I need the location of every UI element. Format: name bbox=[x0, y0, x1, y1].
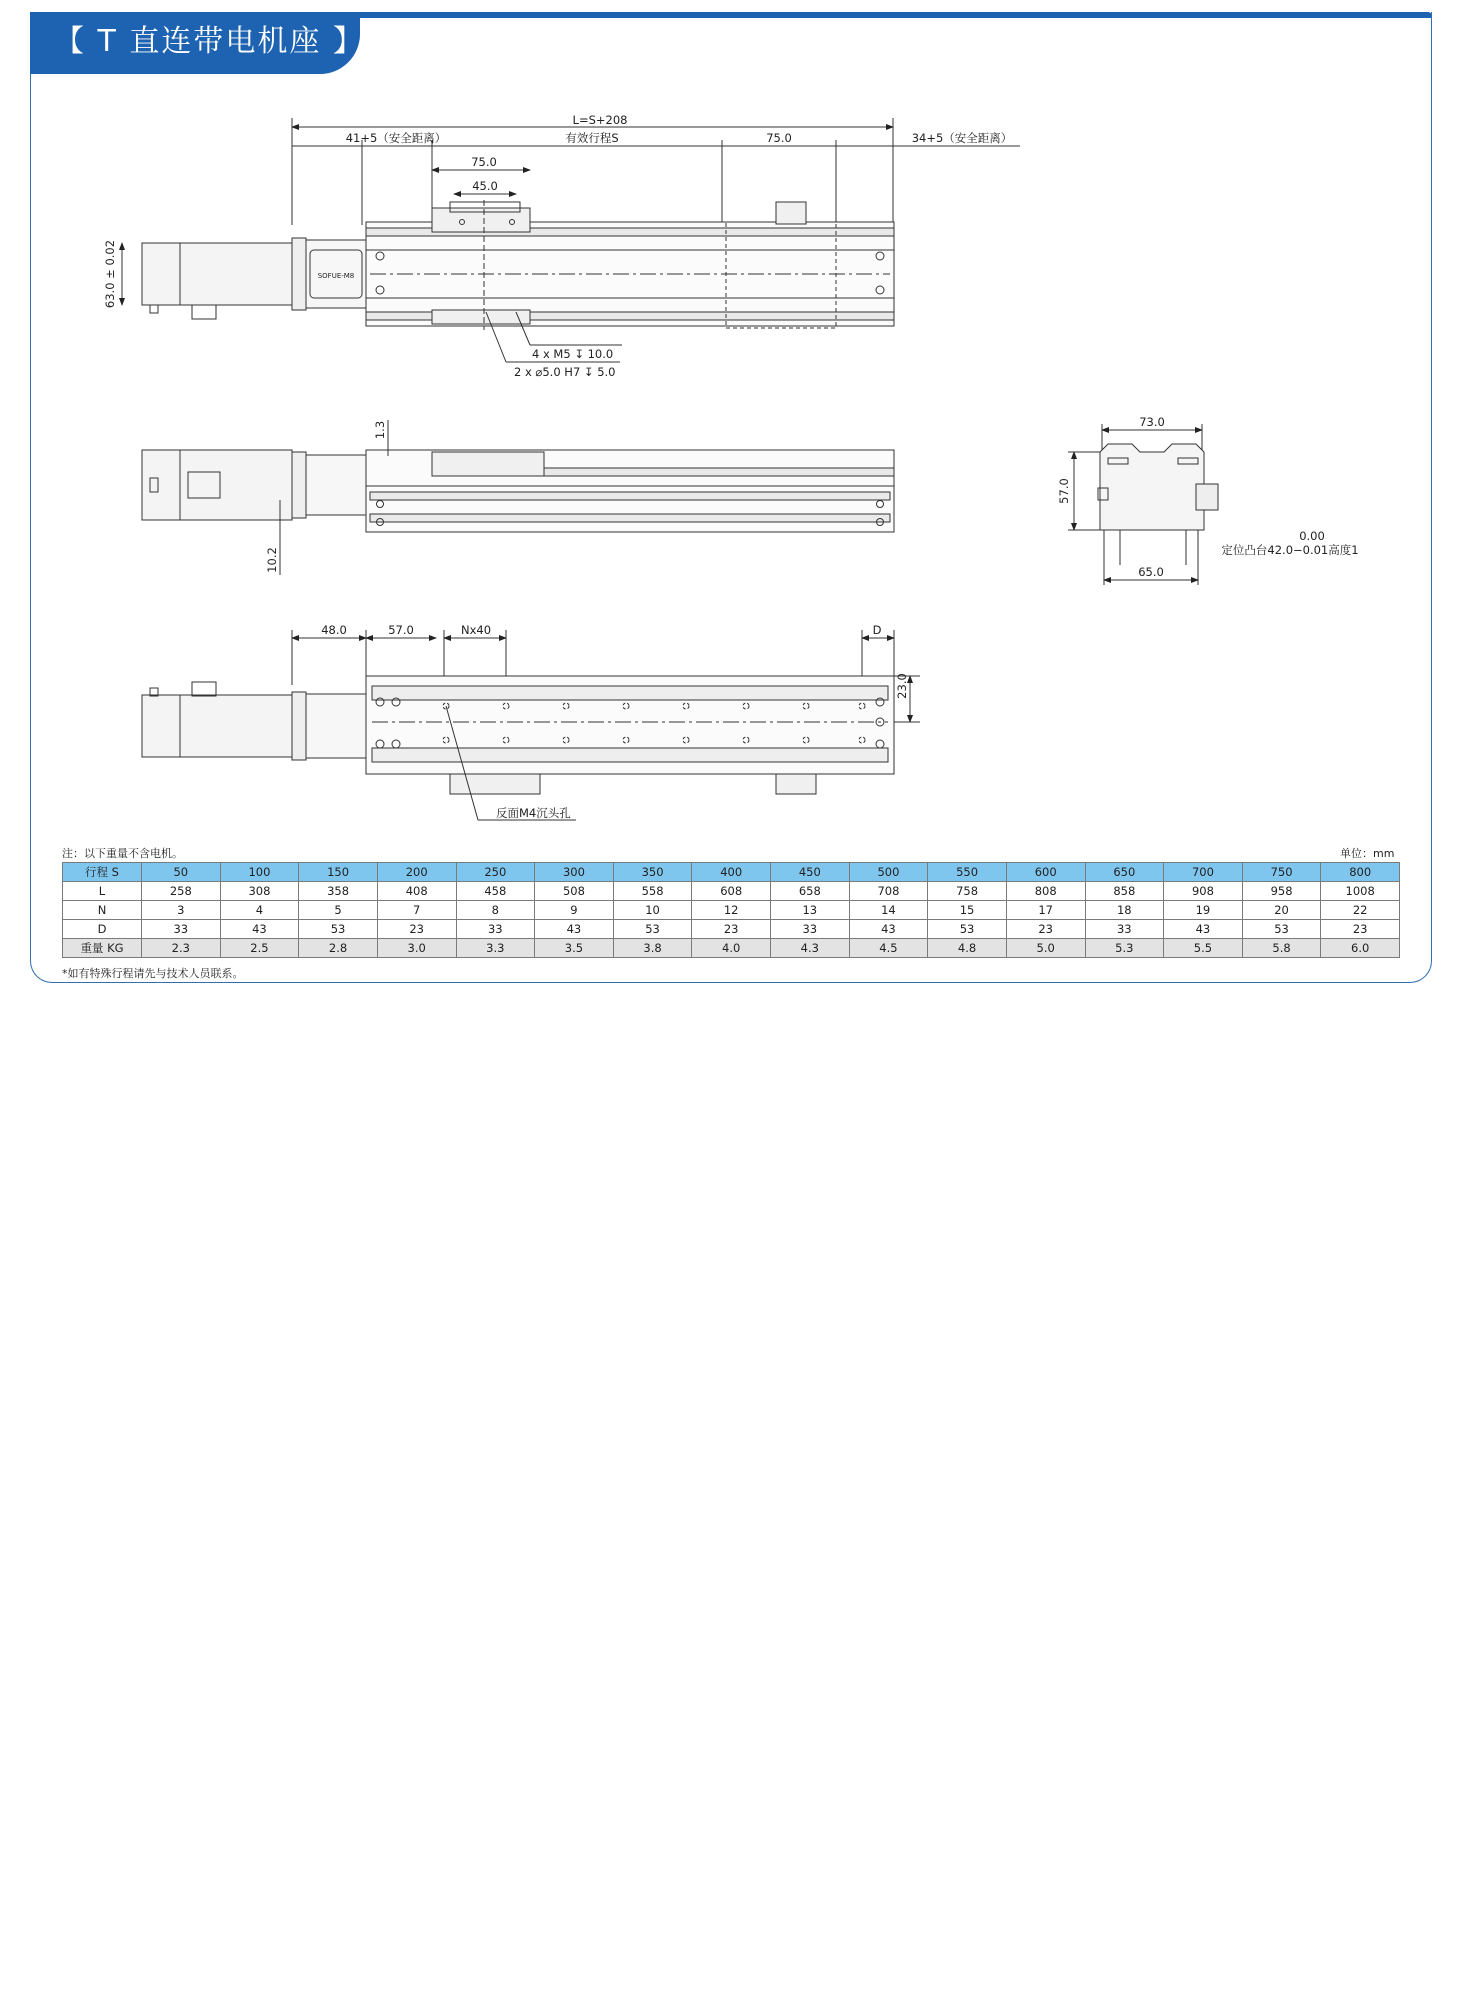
table-cell: 800 bbox=[1321, 863, 1400, 882]
table-cell: 550 bbox=[928, 863, 1007, 882]
end-view bbox=[1068, 424, 1218, 585]
table-cell: 2.8 bbox=[299, 939, 378, 958]
table-cell: 3.3 bbox=[456, 939, 535, 958]
table-cell: 508 bbox=[535, 882, 614, 901]
table-cell: 14 bbox=[849, 901, 928, 920]
table-cell: 5.8 bbox=[1242, 939, 1321, 958]
table-cell: 708 bbox=[849, 882, 928, 901]
dim-bottom-offset: 10.2 bbox=[265, 547, 279, 573]
pin-note: 2 x ⌀5.0 H7 ↧ 5.0 bbox=[514, 365, 616, 379]
dim-tolerance: 0.00 bbox=[1299, 529, 1325, 543]
side-view bbox=[142, 420, 894, 575]
table-cell: 12 bbox=[692, 901, 771, 920]
table-cell: 17 bbox=[1006, 901, 1085, 920]
dim-end-d: D bbox=[872, 623, 882, 637]
row-label: 行程 S bbox=[63, 863, 142, 882]
table-cell: 4.0 bbox=[692, 939, 771, 958]
table-cell: 2.5 bbox=[220, 939, 299, 958]
table-cell: 3.8 bbox=[613, 939, 692, 958]
table-cell: 43 bbox=[1164, 920, 1243, 939]
table-cell: 43 bbox=[220, 920, 299, 939]
table-row bbox=[63, 920, 1400, 939]
table-cell: 858 bbox=[1085, 882, 1164, 901]
table-cell: 400 bbox=[692, 863, 771, 882]
table-cell: 3 bbox=[142, 901, 221, 920]
table-cell: 50 bbox=[142, 863, 221, 882]
table-cell: 700 bbox=[1164, 863, 1243, 882]
table-cell: 650 bbox=[1085, 863, 1164, 882]
dim-effective-stroke: 有效行程S bbox=[565, 131, 619, 145]
table-cell: 908 bbox=[1164, 882, 1243, 901]
table-cell: 200 bbox=[377, 863, 456, 882]
dim-total-length: L=S+208 bbox=[572, 113, 628, 127]
dim-57: 57.0 bbox=[388, 623, 414, 637]
dim-top-offset: 1.3 bbox=[373, 420, 387, 440]
table-row bbox=[63, 901, 1400, 920]
dim-width-bottom: 65.0 bbox=[1138, 565, 1164, 579]
dim-pitch: Nx40 bbox=[460, 623, 492, 637]
table-cell: 33 bbox=[1085, 920, 1164, 939]
unit-note: 单位：mm bbox=[1340, 847, 1395, 860]
table-cell: 1008 bbox=[1321, 882, 1400, 901]
dim-right-safety: 34+5（安全距离） bbox=[911, 131, 1013, 145]
row-label: D bbox=[63, 920, 142, 939]
table-cell: 408 bbox=[377, 882, 456, 901]
dim-carriage-left: 75.0 bbox=[471, 155, 497, 169]
hole-note: 反面M4沉头孔 bbox=[496, 806, 571, 820]
table-cell: 658 bbox=[771, 882, 850, 901]
table-cell: 4.3 bbox=[771, 939, 850, 958]
table-cell: 300 bbox=[535, 863, 614, 882]
table-cell: 750 bbox=[1242, 863, 1321, 882]
top-view bbox=[122, 118, 1020, 362]
table-cell: 9 bbox=[535, 901, 614, 920]
table-cell: 53 bbox=[1242, 920, 1321, 939]
dim-end-height: 57.0 bbox=[1057, 478, 1071, 504]
table-cell: 10 bbox=[613, 901, 692, 920]
row-label: 重量 KG bbox=[63, 939, 142, 958]
table-cell: 350 bbox=[613, 863, 692, 882]
dim-left-safety: 41+5（安全距离） bbox=[345, 131, 447, 145]
table-cell: 5.3 bbox=[1085, 939, 1164, 958]
table-cell: 5 bbox=[299, 901, 378, 920]
motor-label: SOFUE-M8 bbox=[317, 272, 355, 280]
table-cell: 4.8 bbox=[928, 939, 1007, 958]
table-cell: 958 bbox=[1242, 882, 1321, 901]
dim-48: 48.0 bbox=[321, 623, 347, 637]
table-cell: 23 bbox=[377, 920, 456, 939]
weight-note: 注：以下重量不含电机。 bbox=[62, 847, 183, 860]
table-cell: 358 bbox=[299, 882, 378, 901]
table-cell: 3.0 bbox=[377, 939, 456, 958]
table-cell: 23 bbox=[692, 920, 771, 939]
table-cell: 8 bbox=[456, 901, 535, 920]
table-cell: 43 bbox=[849, 920, 928, 939]
table-cell: 15 bbox=[928, 901, 1007, 920]
table-cell: 600 bbox=[1006, 863, 1085, 882]
table-row bbox=[63, 939, 1400, 958]
table-cell: 450 bbox=[771, 863, 850, 882]
table-cell: 23 bbox=[1006, 920, 1085, 939]
table-row bbox=[63, 882, 1400, 901]
table-cell: 33 bbox=[142, 920, 221, 939]
dim-hole-spacing: 45.0 bbox=[472, 179, 498, 193]
table-cell: 4 bbox=[220, 901, 299, 920]
table-cell: 5.5 bbox=[1164, 939, 1243, 958]
footer-note: *如有特殊行程请先与技术人员联系。 bbox=[62, 967, 244, 980]
table-cell: 2.3 bbox=[142, 939, 221, 958]
bottom-view bbox=[142, 630, 920, 820]
table-cell: 43 bbox=[535, 920, 614, 939]
table-cell: 308 bbox=[220, 882, 299, 901]
table-cell: 23 bbox=[1321, 920, 1400, 939]
table-cell: 5.0 bbox=[1006, 939, 1085, 958]
table-cell: 53 bbox=[613, 920, 692, 939]
dim-carriage-right: 75.0 bbox=[766, 131, 792, 145]
table-cell: 808 bbox=[1006, 882, 1085, 901]
row-label: N bbox=[63, 901, 142, 920]
table-cell: 33 bbox=[771, 920, 850, 939]
table-cell: 100 bbox=[220, 863, 299, 882]
dim-23: 23.0 bbox=[895, 673, 909, 699]
table-cell: 3.5 bbox=[535, 939, 614, 958]
table-cell: 250 bbox=[456, 863, 535, 882]
table-cell: 13 bbox=[771, 901, 850, 920]
table-cell: 22 bbox=[1321, 901, 1400, 920]
dim-width-top: 73.0 bbox=[1139, 415, 1165, 429]
table-cell: 500 bbox=[849, 863, 928, 882]
table-row bbox=[63, 863, 1400, 882]
locating-boss-note: 定位凸台42.0−0.01高度1 bbox=[1221, 543, 1359, 557]
table-cell: 20 bbox=[1242, 901, 1321, 920]
table-cell: 608 bbox=[692, 882, 771, 901]
table-cell: 33 bbox=[456, 920, 535, 939]
table-cell: 758 bbox=[928, 882, 1007, 901]
table-cell: 6.0 bbox=[1321, 939, 1400, 958]
table-cell: 18 bbox=[1085, 901, 1164, 920]
table-cell: 7 bbox=[377, 901, 456, 920]
table-cell: 558 bbox=[613, 882, 692, 901]
table-cell: 458 bbox=[456, 882, 535, 901]
table-cell: 53 bbox=[299, 920, 378, 939]
table-cell: 53 bbox=[928, 920, 1007, 939]
table-cell: 258 bbox=[142, 882, 221, 901]
row-label: L bbox=[63, 882, 142, 901]
section-title: 【 T 直连带电机座 】 bbox=[30, 12, 360, 74]
table-cell: 150 bbox=[299, 863, 378, 882]
spec-table bbox=[62, 862, 1400, 958]
table-cell: 19 bbox=[1164, 901, 1243, 920]
table-cell: 4.5 bbox=[849, 939, 928, 958]
dim-height: 63.0 ± 0.02 bbox=[103, 239, 117, 309]
thread-note: 4 x M5 ↧ 10.0 bbox=[532, 347, 614, 361]
